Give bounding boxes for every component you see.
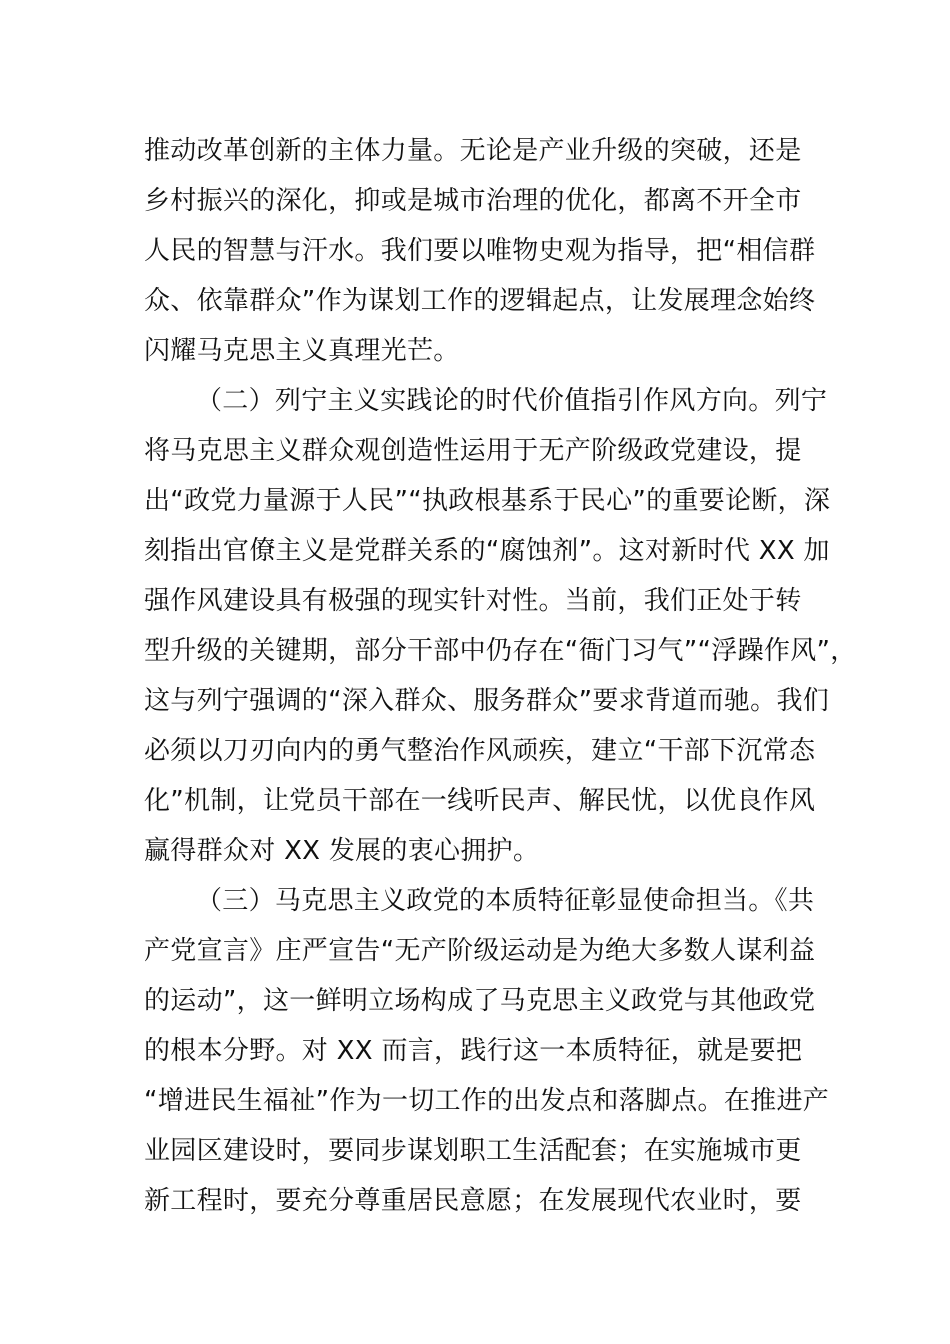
paragraph-1-line-5: 闪耀马克思主义真理光芒。 [144,336,460,366]
paragraph-3-line-2: 产党宣言》庄严宣告“无产阶级运动是为绝大多数人谋利益 [144,936,816,966]
paragraph-1-line-1: 推动改革创新的主体力量。无论是产业升级的突破，还是 [144,136,802,166]
paragraph-2-line-6: 型升级的关键期，部分干部中仍存在“衙门习气”“浮躁作风”， [144,636,857,666]
paragraph-3-line-7: 新工程时，要充分尊重居民意愿；在发展现代农业时，要 [144,1186,802,1216]
paragraph-2-line-4: 刻指出官僚主义是党群关系的“腐蚀剂”。这对新时代 XX 加 [144,536,830,566]
paragraph-3-line-3: 的运动”，这一鲜明立场构成了马克思主义政党与其他政党 [144,986,816,1016]
paragraph-3-line-6: 业园区建设时，要同步谋划职工生活配套；在实施城市更 [144,1136,802,1166]
paragraph-2-line-10: 赢得群众对 XX 发展的衷心拥护。 [144,836,540,866]
paragraph-3-line-1: （三）马克思主义政党的本质特征彰显使命担当。《共 [196,886,815,916]
paragraph-2-line-5: 强作风建设具有极强的现实针对性。当前，我们正处于转 [144,586,802,616]
paragraph-2-line-8: 必须以刀刃向内的勇气整治作风顽疾，建立“干部下沉常态 [144,736,816,766]
paragraph-2-line-7: 这与列宁强调的“深入群众、服务群众”要求背道而驰。我们 [144,686,830,716]
paragraph-2-line-1: （二）列宁主义实践论的时代价值指引作风方向。列宁 [196,386,828,416]
paragraph-2-line-2: 将马克思主义群众观创造性运用于无产阶级政党建设，提 [144,436,802,466]
paragraph-1-line-4: 众、依靠群众”作为谋划工作的逻辑起点，让发展理念始终 [144,286,816,316]
paragraph-3-line-5: “增进民生福祉”作为一切工作的出发点和落脚点。在推进产 [144,1086,830,1116]
paragraph-2-line-3: 出“政党力量源于人民”“执政根基系于民心”的重要论断，深 [144,486,831,516]
paragraph-1-line-3: 人民的智慧与汗水。我们要以唯物史观为指导，把“相信群 [144,236,816,266]
paragraph-3-line-4: 的根本分野。对 XX 而言，践行这一本质特征，就是要把 [144,1036,803,1066]
paragraph-2-line-9: 化”机制，让党员干部在一线听民声、解民忧，以优良作风 [144,786,816,816]
paragraph-1-line-2: 乡村振兴的深化，抑或是城市治理的优化，都离不开全市 [144,186,802,216]
